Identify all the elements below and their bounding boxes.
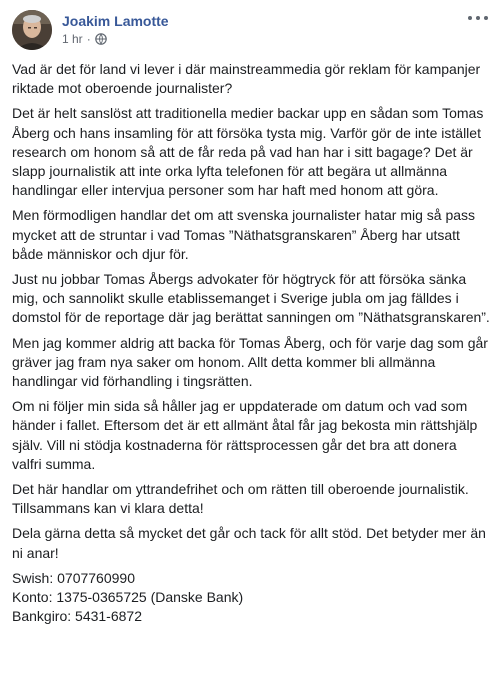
post-paragraph: Men förmodligen handlar det om att svenska journalister hatar mig så pass mycket att de struntar i vad Tomas ”Näthatsgranskaren” Åberg har utsatt både människor och djur för.	[12, 207, 476, 262]
payment-details	[12, 569, 490, 627]
post-time[interactable]: 1 hr	[62, 32, 83, 46]
post-paragraph: Det är helt sanslöst att traditionella medier backar upp en sådan som Tomas Åberg och hans insamling för att försöka tysta mig. Varför gör de inte istället research om honom så att de får reda på vad han har i sitt bagage? Det är slapp journalistik att inte orka lyfta telefonen för att begära ut allmänna handlingar eller intervjua personer som har haft med honom att göra.	[12, 105, 484, 199]
more-dot	[484, 16, 488, 20]
avatar-image	[12, 10, 52, 50]
more-dot	[468, 16, 472, 20]
author-name[interactable]: Joakim Lamotte	[62, 13, 169, 29]
avatar[interactable]	[12, 10, 52, 50]
post-paragraph: Det här handlar om yttrandefrihet och om rätten till oberoende journalistik. Tillsammans kan vi klara detta!	[12, 481, 469, 517]
globe-icon[interactable]	[95, 33, 107, 45]
more-dot	[476, 16, 480, 20]
more-options-icon[interactable]	[468, 12, 488, 24]
bankgiro-number: Bankgiro: 5431-6872	[12, 608, 142, 625]
post-paragraph: Om ni följer min sida så håller jag er uppdaterade om datum och vad som händer i fallet. Eftersom det är ett allmänt åtal får jag bekosta min rättshjälp själv. Vill ni stödja kostnaderna för rättsprocessen går det bra att donera valfri summa.	[12, 398, 478, 472]
post-paragraph: Dela gärna detta så mycket det går och tack för allt stöd. Det betyder mer än ni anar!	[12, 525, 486, 561]
account-number: Konto: 1375-0365725 (Danske Bank)	[12, 589, 244, 606]
post-paragraph: Just nu jobbar Tomas Åbergs advokater för högtryck för att försöka sänka mig, och sannolikt skulle etablissemanget i Sverige jubla om jag fälldes i domstol för de reportage där jag berättat sanningen om ”Näthatsgranskaren”.	[12, 271, 490, 326]
post-meta	[62, 32, 107, 46]
meta-separator: ·	[86, 32, 91, 46]
post-body	[12, 60, 490, 626]
swish-number: Swish: 0707760990	[12, 569, 135, 586]
post-header	[12, 10, 488, 50]
post-paragraph: Men jag kommer aldrig att backa för Tomas Åberg, och för varje dag som går gräver jag fram nya saker om honom. Allt detta kommer bli allmänna handlingar vid förhandling i tingsrätten.	[12, 334, 488, 390]
post-paragraph: Vad är det för land vi lever i där mainstreammedia gör reklam för kampanjer riktade mot oberoende journalister?	[12, 61, 481, 97]
